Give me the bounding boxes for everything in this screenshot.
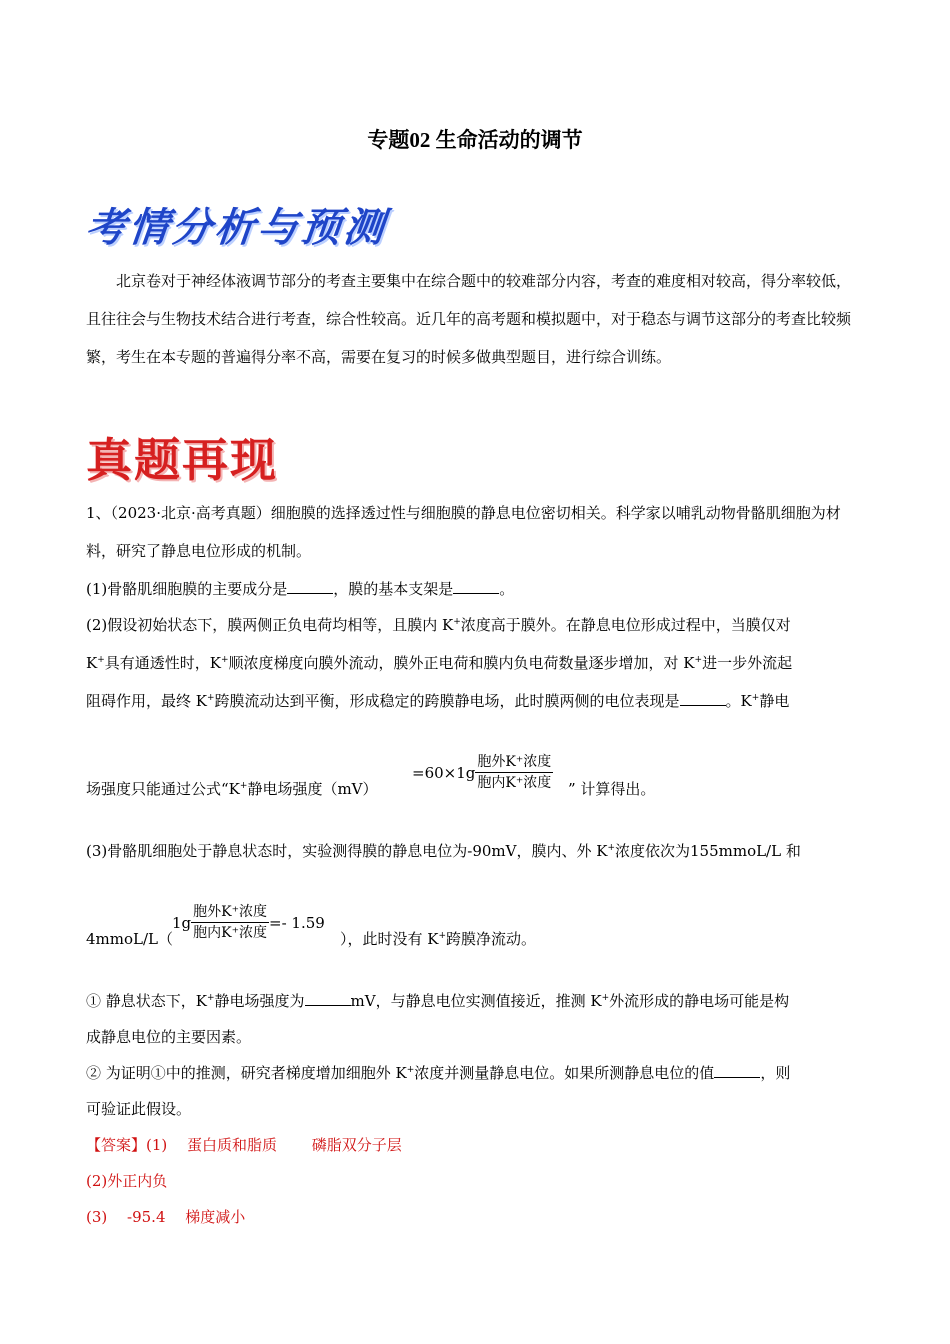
- answer-line-1: 【答案】(1) 蛋白质和脂质 磷脂双分子层: [86, 1136, 402, 1154]
- question-part-3-line-2-start: 4mmoL/L（: [86, 930, 173, 948]
- question-stem: 1、（2023·北京·高考真题）细胞膜的选择透过性与细胞膜的静息电位密切相关。科学家以哺乳动物骨骼肌细胞为材料，研究了静息电位形成的机制。: [86, 504, 841, 560]
- subquestion-2-line-2: 可验证此假设。: [86, 1100, 192, 1118]
- real-questions-banner: 真题再现: [86, 433, 278, 487]
- answer-blank[interactable]: [287, 579, 333, 594]
- answer-blank[interactable]: [305, 991, 351, 1006]
- subquestion-1: ① 静息状态下，K+静电场强度为 mV，与静息电位实测值接近，推测 K+外流形成的静电场可能是构: [86, 992, 790, 1010]
- question-part-2-line-2: K+具有通透性时，K+顺浓度梯度向膜外流动，膜外正电荷和膜内负电荷数量逐步增加，对 K+进一步外流起: [86, 654, 793, 672]
- answer-blank[interactable]: [453, 579, 499, 594]
- question-part-2-line-4: 场强度只能通过公式“K+静电场强度（mV）: [86, 780, 378, 798]
- formula-suffix: ” 计算得出。: [568, 780, 656, 798]
- question-part-3-line-2-end: ），此时没有 K+跨膜净流动。: [340, 930, 537, 948]
- subquestion-2: ② 为证明①中的推测，研究者梯度增加细胞外 K+浓度并测量静息电位。如果所测静息电位的值 ，则: [86, 1064, 791, 1082]
- question-part-2-line-1: (2)假设初始状态下，膜两侧正负电荷均相等，且膜内 K+浓度高于膜外。在静息电位形成过程中，当膜仅对: [86, 616, 791, 634]
- analysis-banner: 考情分析与预测: [83, 205, 390, 251]
- page-title: 专题02 生命活动的调节: [367, 128, 583, 152]
- question-part-3-line-1: (3)骨骼肌细胞处于静息状态时，实验测得膜的静息电位为-90mV，膜内、外 K+浓度依次为155mmoL/L 和: [86, 842, 801, 860]
- subquestion-1-line-2: 成静息电位的主要因素。: [86, 1028, 252, 1046]
- question-part-1: (1)骨骼肌细胞膜的主要成分是 ，膜的基本支架是 。: [86, 580, 515, 598]
- intro-paragraph: 北京卷对于神经体液调节部分的考查主要集中在综合题中的较难部分内容，考查的难度相对较高，得分率较低，且往往会与生物技术结合进行考查，综合性较高。近几年的高考题和模拟题中，对于稳态与调节这部分的考查比较频繁，考生在本专题的普遍得分率不高，需要在复习的时候多做典型题目，进行综合训练。: [86, 272, 852, 366]
- concentration-fraction: $\frac{\text{胞外K⁺浓度}}{\text{胞内K⁺浓度}}$: [477, 754, 552, 791]
- field-strength-formula: =60×1g $\frac{\text{胞外K⁺浓度}}{\text{胞内K⁺浓度}}$: [412, 754, 552, 791]
- concentration-fraction: $\frac{\text{胞外K⁺浓度}}{\text{胞内K⁺浓度}}$: [193, 904, 268, 941]
- answer-blank[interactable]: [680, 691, 726, 706]
- question-part-2-line-3: 阻碍作用，最终 K+跨膜流动达到平衡，形成稳定的跨膜静电场，此时膜两侧的电位表现是 。K+静电: [86, 692, 790, 710]
- answer-line-2: (2)外正内负: [86, 1172, 168, 1190]
- answer-label: 【答案】: [86, 1136, 147, 1154]
- answer-blank[interactable]: [714, 1063, 760, 1078]
- answer-line-3: (3) -95.4 梯度减小: [86, 1208, 246, 1226]
- log-ratio-formula: 1g $\frac{\text{胞外K⁺浓度}}{\text{胞内K⁺浓度}}$ =- 1.59: [172, 904, 325, 941]
